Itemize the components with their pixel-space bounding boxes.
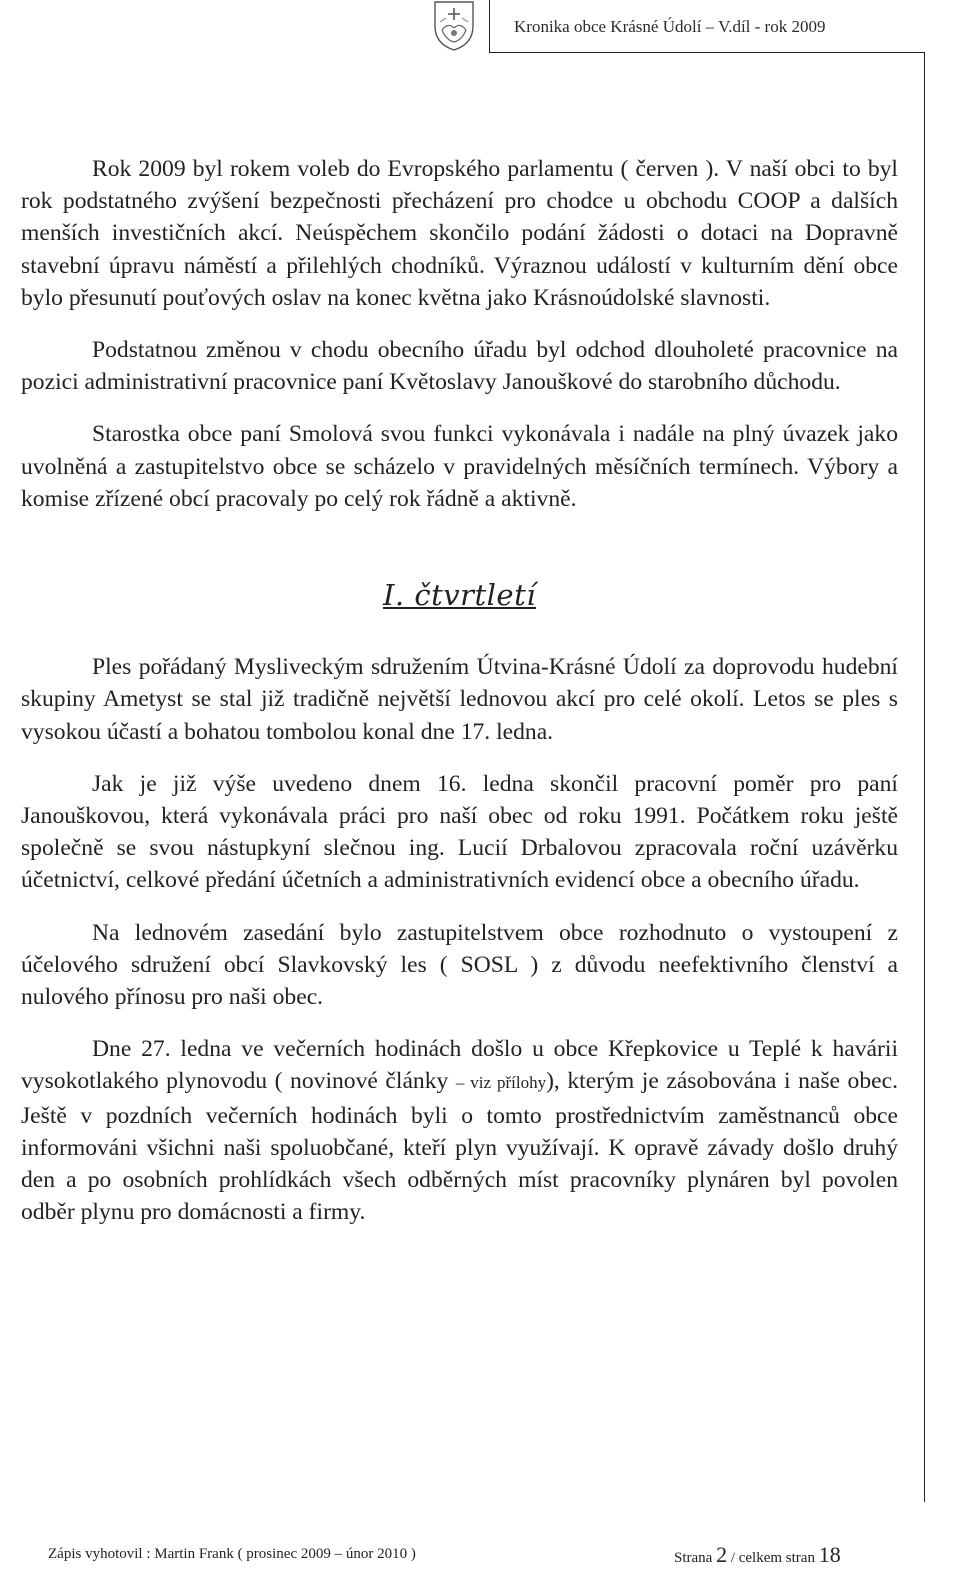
intro-paragraph-2: Podstatnou změnou v chodu obecního úřadu byl odchod dlouholeté pracovnice na pozici administrativní pracovnice paní Květoslavy Janouškové do starobního důchodu. <box>21 337 898 396</box>
chronicle-title: Kronika obce Krásné Údolí – V.díl - rok 2009 <box>514 17 826 36</box>
q1-paragraph-2: Jak je již výše uvedeno dnem 16. ledna skončil pracovní poměr pro paní Janouškovou, která vykonávala práci pro naší obec od roku 1991. Počátkem roku ještě společně se svou nástupkyní slečnou ing. Lucií Drbalovou zpracovala roční uzávěrku účetnictví, celkové předání účetních a administrativních evidencí obce a obecního úřadu. <box>21 770 898 894</box>
intro-paragraph-3: Starostka obce paní Smolová svou funkci vykonávala i nadále na plný úvazek jako uvolněná a zastupitelstvo obce se scházelo v pravidelných měsíčních termínech. Výbory a komise zřízené obcí pracovaly po celý rok řádně a aktivně. <box>21 421 898 512</box>
page-header <box>0 0 960 54</box>
total-label: / celkem stran <box>730 1550 815 1566</box>
attachment-note: – viz přílohy <box>455 1073 547 1093</box>
paragraph-text-end: ), kterým je zásobována i naše obec. Ještě v pozdních večerních hodinách byli o tomto prostřednictvím zaměstnanců obce informováni všichni naši spoluobčané, kteří plyn využívají. K opravě závady došlo druhý den a po osobních prohlídkách všech odběrných míst pracovníky plynáren byl povolen odběr plynu pro domácnosti a firmy. <box>21 1068 898 1226</box>
total-pages: 18 <box>818 1542 841 1567</box>
page-label: Strana <box>674 1550 713 1566</box>
page-number: 2 <box>716 1542 728 1567</box>
section-heading: I. čtvrtletí <box>382 578 537 613</box>
page-right-border <box>924 52 925 1502</box>
header-divider-vertical <box>489 0 490 52</box>
q1-paragraph-3: Na lednovém zasedání bylo zastupitelstvem obce rozhodnuto o vystoupení z účelového sdružení obcí Slavkovský les ( SOSL ) z důvodu neefektivního členství a nulového přínosu pro naši obec. <box>21 919 898 1011</box>
coat-of-arms-icon <box>432 0 476 52</box>
header-divider-horizontal <box>489 52 925 53</box>
paragraph-text-start: Dne 27. ledna ve večerních hodinách došlo u obce Křepkovice u Teplé k havárii vysokotlakého plynovodu ( novinové články <box>21 1036 898 1095</box>
q1-paragraph-1: Ples pořádaný Mysliveckým sdružením Útvina-Krásné Údolí za doprovodu hudební skupiny Ametyst se stal již tradičně největší lednovou akcí pro celé okolí. Letos se ples s vysokou účastí a bohatou tombolou konal dne 17. ledna. <box>21 654 898 745</box>
author-note: Zápis vyhotovil : Martin Frank ( prosinec 2009 – únor 2010 ) <box>48 1546 416 1562</box>
intro-paragraph-1: Rok 2009 byl rokem voleb do Evropského parlamentu ( červen ). V naší obci to byl rok podstatného zvýšení bezpečnosti přecházení pro chodce u obchodu COOP a dalších menších investičních akcí. Neúspěchem skončilo podání žádosti o dotaci na Dopravně stavební úpravu náměstí a přilehlých chodníků. Výraznou událostí v kulturním dění obce bylo přesunutí pouťových oslav na konec května jako Krásnoúdolské slavnosti. <box>21 156 898 311</box>
page-counter <box>674 1542 841 1568</box>
q1-paragraph-4 <box>21 1033 898 1228</box>
document-body <box>21 153 898 1248</box>
page-footer <box>48 1542 888 1568</box>
